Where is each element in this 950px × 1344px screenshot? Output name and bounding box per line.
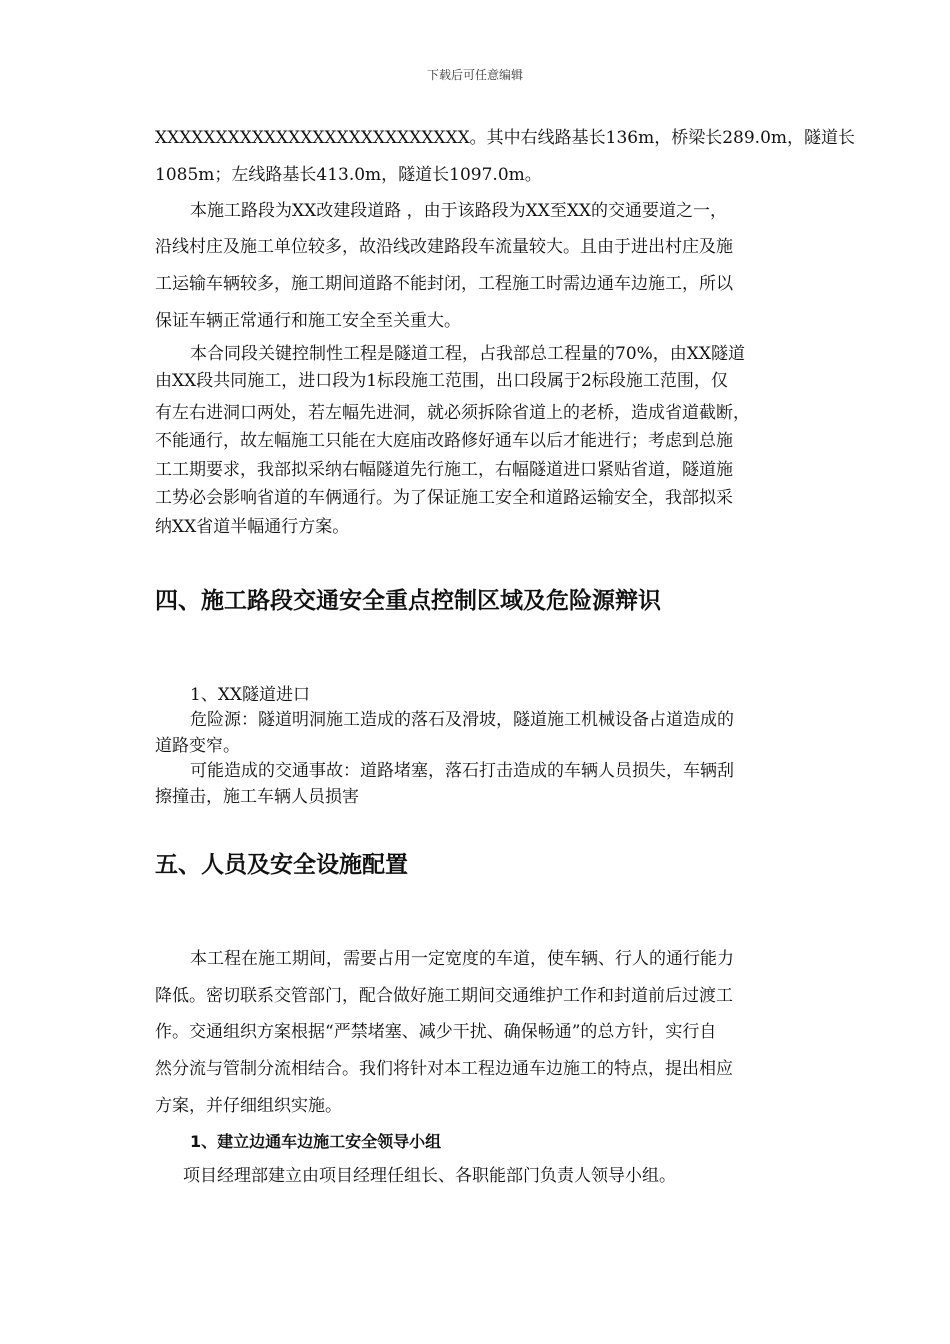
text-line: 本工程在施工期间，需要占用一定宽度的车道，使车辆、行人的通行能力 (190, 949, 734, 969)
text-line: 有左右进洞口两处，若左幅先进洞，就必须拆除省道上的老桥，造成省道截断， (155, 403, 750, 423)
text-line: 危险源：隧道明洞施工造成的落石及滑坡，隧道施工机械设备占道造成的 (190, 710, 734, 730)
text-line: 道路变窄。 (155, 736, 240, 756)
text-line: 可能造成的交通事故：道路堵塞，落石打击造成的车辆人员损失，车辆刮 (190, 761, 734, 781)
section-heading: 五、人员及安全设施配置 (155, 852, 408, 878)
text-line: 擦撞击，施工车辆人员损害 (155, 787, 359, 807)
text-line: 工势必会影响省道的车俩通行。为了保证施工安全和道路运输安全，我部拟采 (155, 488, 733, 508)
text-line: 保证车辆正常通行和施工安全至关重大。 (155, 311, 461, 331)
text-line: 纳XX省道半幅通行方案。 (155, 517, 350, 537)
text-line: 工运输车辆较多，施工期间道路不能封闭，工程施工时需边通车边施工，所以 (155, 274, 733, 294)
text-line: 沿线村庄及施工单位较多，故沿线改建路段车流量较大。且由于进出村庄及施 (155, 237, 733, 257)
text-line: 工工期要求，我部拟采纳右幅隧道先行施工，右幅隧道进口紧贴省道，隧道施 (155, 460, 733, 480)
text-line: 然分流与管制分流相结合。我们将针对本工程边通车边施工的特点，提出相应 (155, 1059, 733, 1079)
text-line: 方案，并仔细组织实施。 (155, 1096, 342, 1116)
text-line: 1085m；左线路基长413.0m，隧道长1097.0m。 (155, 165, 542, 185)
text-line: 1、XX隧道进口 (190, 685, 311, 705)
text-line: XXXXXXXXXXXXXXXXXXXXXXXXXX。其中右线路基长136m，桥梁长289.0m，隧道长 (155, 128, 856, 148)
text-line: 本合同段关键控制性工程是隧道工程，占我部总工程量的70%，由XX隧道 (190, 344, 745, 364)
text-line: 降低。密切联系交管部门，配合做好施工期间交通维护工作和封道前后过渡工 (155, 986, 733, 1006)
text-line: 本施工路段为XX改建段道路 ，由于该路段为XX至XX的交通要道之一， (190, 201, 728, 221)
text-line: 由XX段共同施工，进口段为1标段施工范围，出口段属于2标段施工范围，仅 (155, 371, 728, 391)
text-line: 作。交通组织方案根据“严禁堵塞、减少干扰、确保畅通”的总方针，实行自 (155, 1022, 717, 1042)
subsection-heading: 1、建立边通车边施工安全领导小组 (190, 1132, 442, 1151)
text-line: 不能通行，故左幅施工只能在大庭庙改路修好通车以后才能进行；考虑到总施 (155, 431, 733, 451)
page-header: 下载后可任意编辑 (426, 68, 523, 82)
text-line: 项目经理部建立由项目经理任组长、各职能部门负责人领导小组。 (183, 1166, 676, 1186)
section-heading: 四、施工路段交通安全重点控制区域及危险源辩识 (155, 588, 661, 614)
